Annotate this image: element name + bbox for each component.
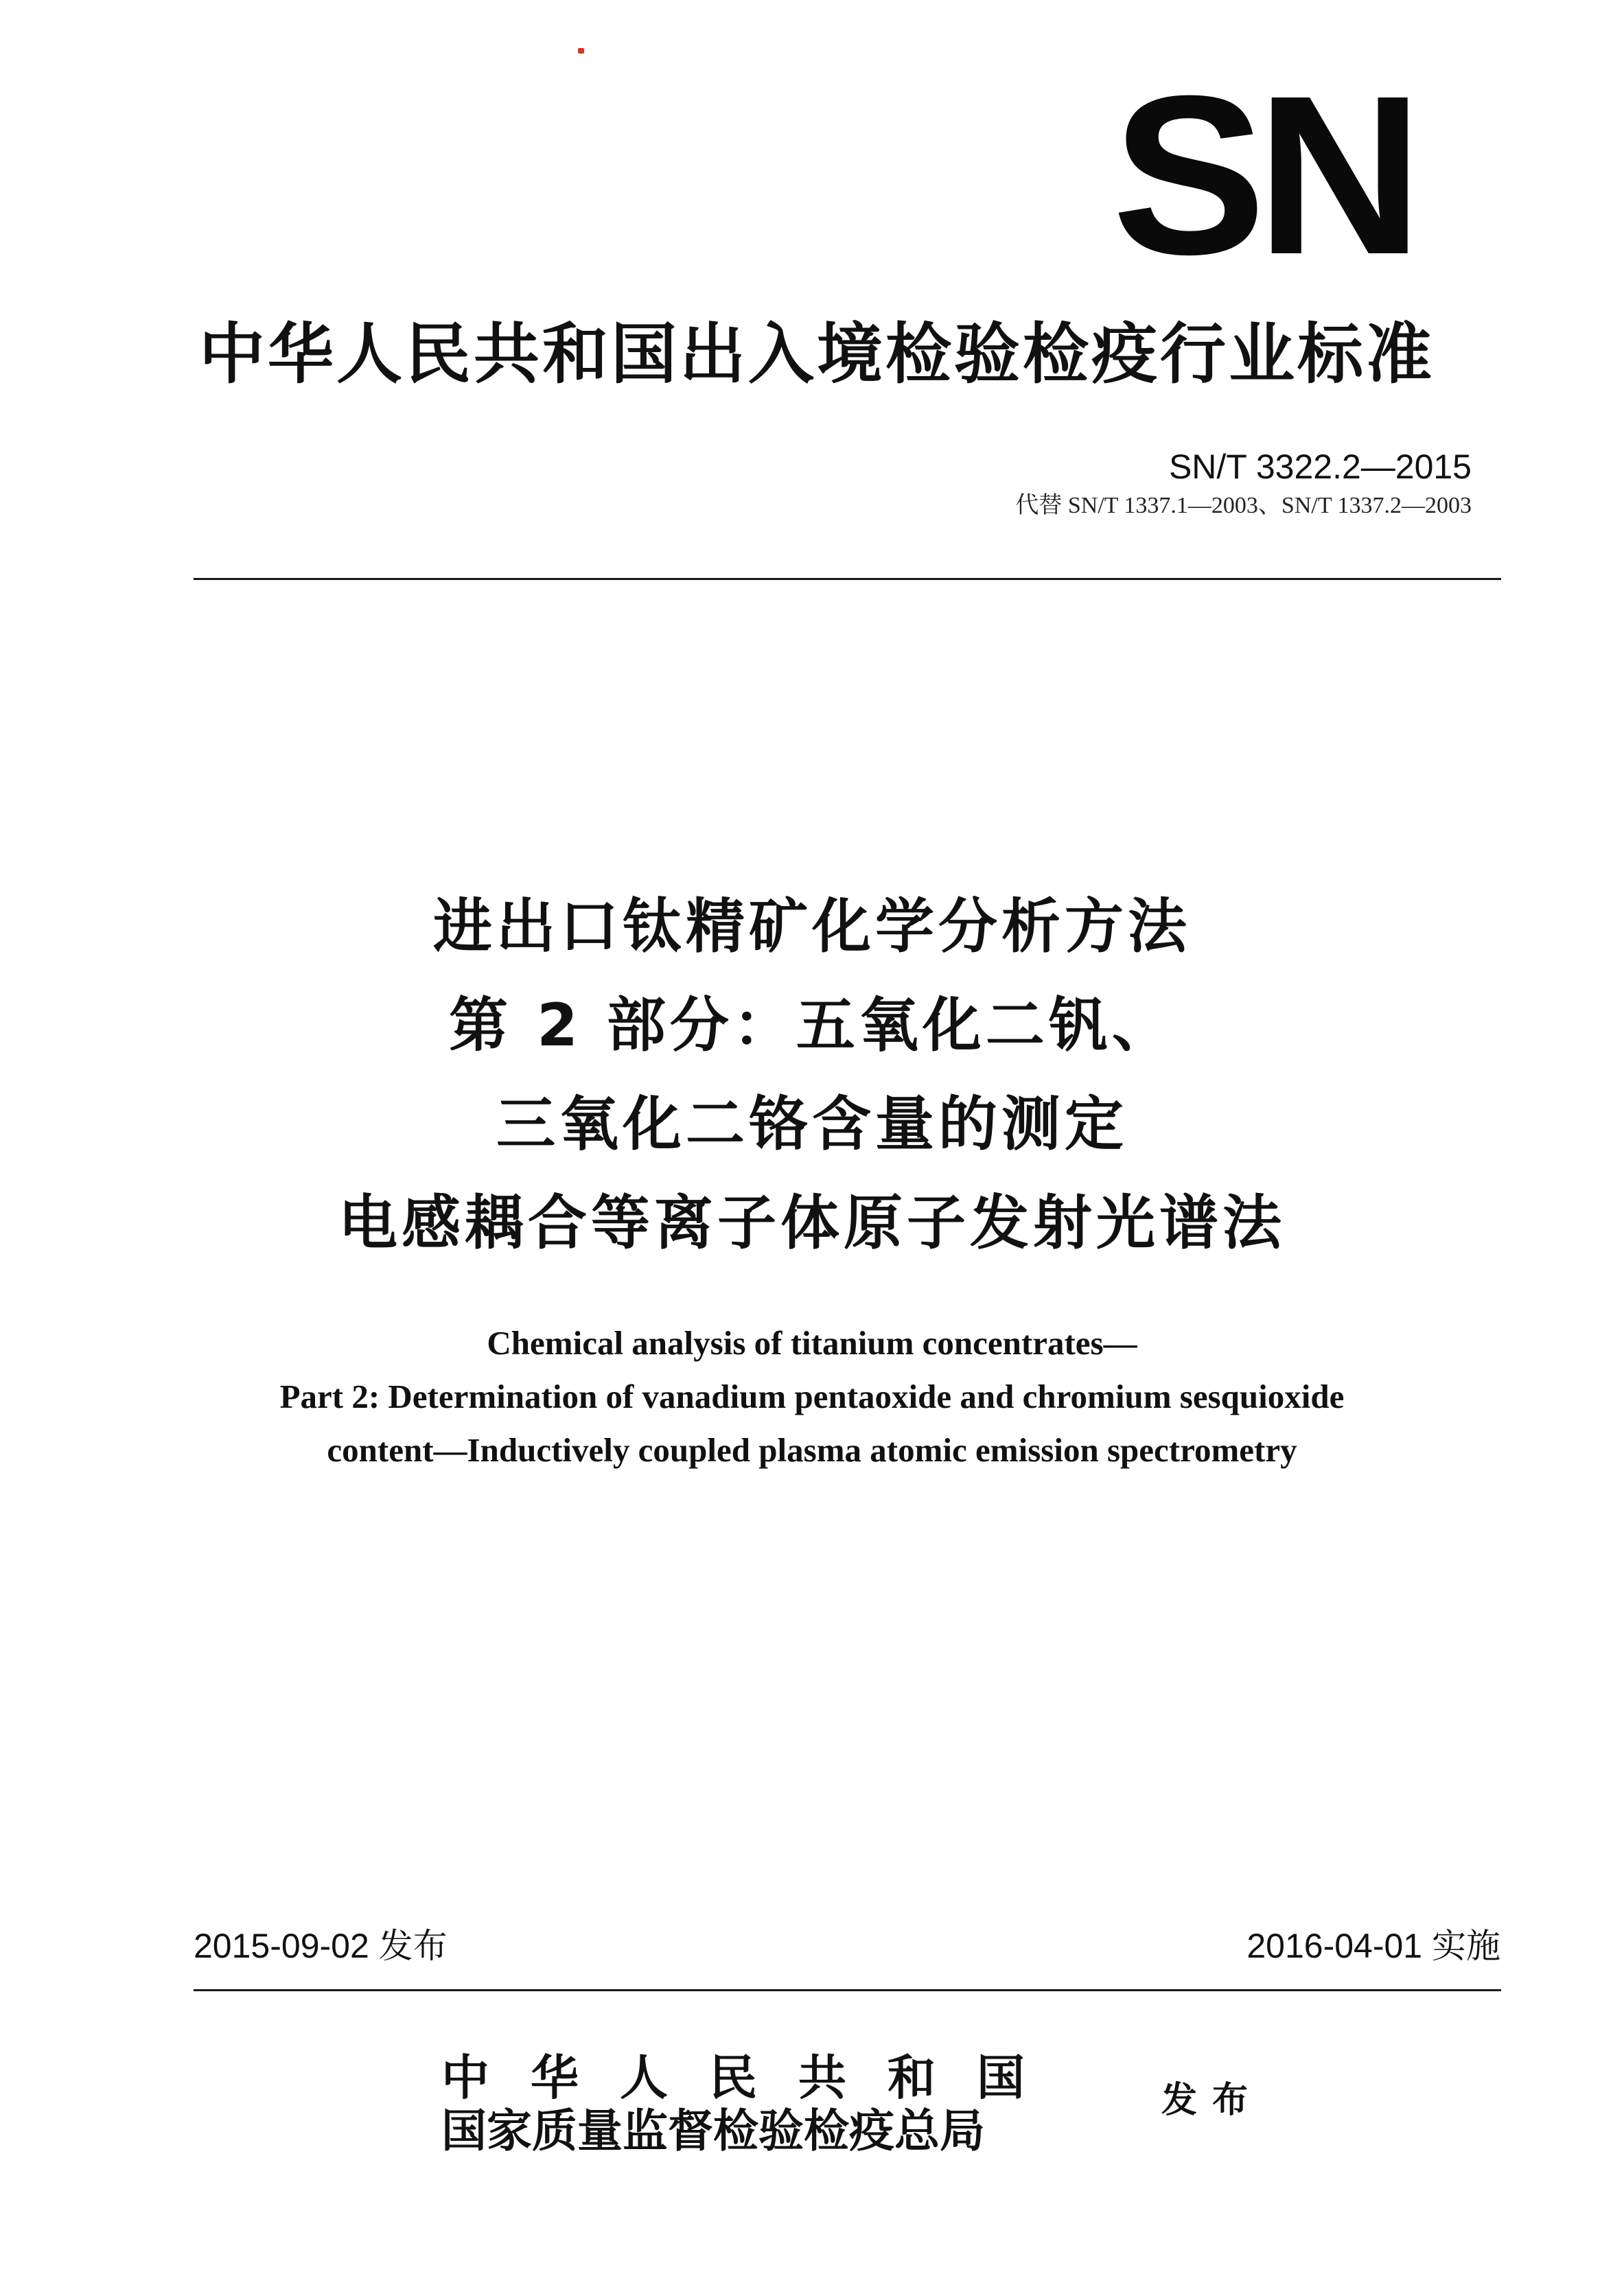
english-title-line-1: Chemical analysis of titanium concentrates— <box>487 1324 1137 1362</box>
chinese-title-line-4: 电感耦合等离子体原子发射光谱法 <box>338 1189 1286 1257</box>
sn-logo: SN <box>1112 48 1414 301</box>
replaces-note: 代替 SN/T 1337.1—2003、SN/T 1337.2—2003 <box>1015 493 1472 518</box>
chinese-title <box>0 877 1624 1273</box>
chinese-title-line-2: 第 2 部分：五氧化二钒、 <box>449 991 1175 1060</box>
issuer-country: 中华人民共和国 <box>441 2049 1066 2106</box>
issued-label: 发布 <box>1161 2080 1264 2121</box>
issuer-agency: 国家质量监督检验检疫总局 <box>441 2104 985 2157</box>
english-title-line-2: Part 2: Determination of vanadium pentaoxide and chromium sesquioxide <box>279 1378 1345 1415</box>
publish-date: 2015-09-02 发布 <box>194 1927 448 1965</box>
bottom-divider <box>194 1989 1501 1991</box>
effective-date: 2016-04-01 实施 <box>1246 1927 1500 1965</box>
red-dot-mark <box>578 48 584 54</box>
standard-category-title: 中华人民共和国出入境检验检疫行业标准 <box>199 316 1435 393</box>
chinese-title-line-3: 三氧化二铬含量的测定 <box>496 1090 1128 1159</box>
chinese-title-line-1: 进出口钛精矿化学分析方法 <box>433 892 1191 961</box>
standard-code: SN/T 3322.2—2015 <box>1168 448 1472 486</box>
english-title-line-3: content—Inductively coupled plasma atomic emission spectrometry <box>327 1431 1297 1469</box>
english-title <box>0 1317 1624 1477</box>
top-divider <box>194 578 1501 580</box>
